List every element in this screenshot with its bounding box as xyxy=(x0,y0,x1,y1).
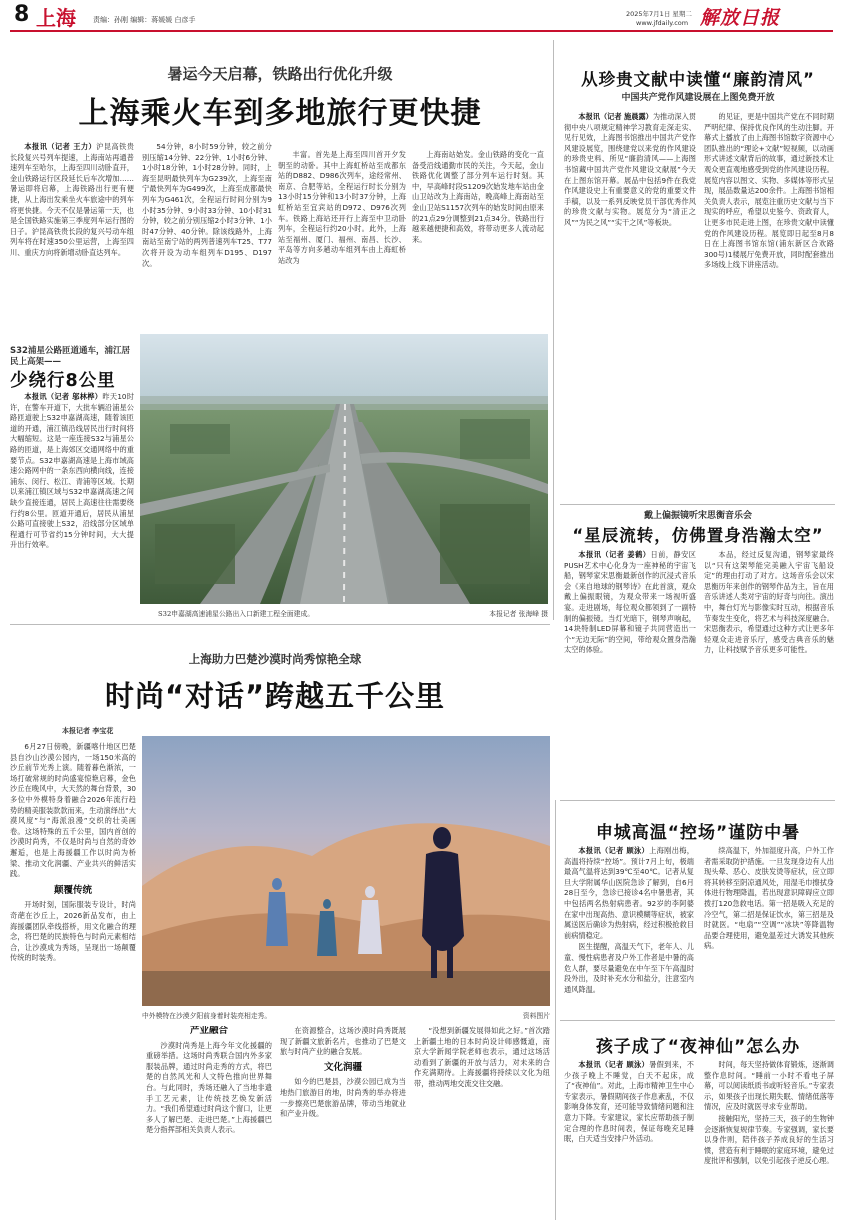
heritage-col-1: 本报讯（记者 施晨露）为推动深入贯彻中央八项规定精神学习教育走深走实、见行见效，上海图书馆推出中国共产党作风建设展览，围绕建党以来党的作风建设的珍贵史料、所见“廉韵清风——上海图书馆藏中国共产党作风建设文献展”今天在上图东馆开幕。展品中包括9件在我党作风建设史上有重要意义的党的重要文件手稿，以及一系列反映党员干部优秀作风的珍贵文献与实物。展览分为“清正之风”“为民之风”“实干之风”等板块。 xyxy=(564,112,696,227)
fashion-col-4: “没想到新疆发展得如此之好。”首次踏上新疆土地的日本时尚设计师感慨道，南京大学新闻学院老师也表示，通过这场活动看到了新疆的开放与活力，对未来的合作充满期待。上海援疆将持续以文化为纽带，推动两地交流交往交融。 xyxy=(414,1026,550,1088)
dai-kicker: 戴上偏振镜听宋思衡音乐会 xyxy=(643,511,752,521)
website-url: www.jfdaily.com xyxy=(636,19,689,27)
section-name: 上海 xyxy=(36,6,76,30)
highway-photo xyxy=(140,334,548,604)
photo2-credit: 资料图片 xyxy=(522,1012,550,1020)
fashion-photo xyxy=(142,736,550,1006)
lead-col-1: 本报讯（记者 王力）沪昆高铁贵长段复兴号列车提速，上海南站再通普速列车至哈尔，上海至四川动卧直开，金山铁路运行区段延长后车次增加……暑运即将启幕，上海铁路出行更有便捷，从上海出发乘坐火车旅途中的列车将更快捷。今天不仅是暑运第一天，也是全国铁路实施第三季度列车运行图的日子。沪昆高铁贵长段的复兴号动车组列车将在时速350公里运营，上海至四川、重庆方向将新增动卧直达列车。 xyxy=(10,142,134,257)
lead-kicker: 暑运今天启幕，铁路出行优化升级 xyxy=(167,65,393,83)
issue-date: 2025年7月1日 星期二 xyxy=(626,10,692,18)
fashion-col-3: 在资源整合，这场沙漠时尚秀既展现了新疆文旅新名片，也推动了巴楚文旅与时尚产业的融合发展。 文化润疆 如今的巴楚县，沙漠公园已成为当地热门旅游目的地，时尚秀的举办将进一步擦亮巴楚旅游品牌，带动当地就业和产业升级。 xyxy=(280,1026,406,1119)
newspaper-logo: 解放日报 xyxy=(700,7,781,29)
night-headline: 孩子成了“夜神仙”怎么办 xyxy=(595,1037,801,1057)
fashion-subhead-2: 产业融合 xyxy=(189,1026,228,1036)
photo1-credit: 本报记者 张海峰 摄 xyxy=(489,610,548,618)
heritage-subtitle: 中国共产党作风建设展在上图免费开放 xyxy=(621,93,775,103)
dai-col-2: 本品，经过反复沟通，钢琴家最终以“只有这架琴能完美融入宇宙飞船设定”的理由打动了对方。这场音乐会以宋思衡历年来创作的钢琴作品为主，旨在用音乐讲述人类对宇宙的好奇与向往。演出中，舞台灯光与影像实时互动，根据音乐节奏发生变化，将艺术与科技深度融合。宋思衡表示，希望通过这种方式让更多年轻观众走进音乐厅，感受古典音乐的魅力，让科技赋予音乐更多可能性。 xyxy=(704,550,834,655)
highway-illustration xyxy=(140,334,548,604)
fashion-col-2: 产业融合 沙漠时尚秀是上海今年文化援疆的重磅举措。这场时尚秀联合国内外多家服装品牌，通过时尚走秀的方式，将巴楚的自然风光和人文特色推向世界舞台。与此同时，秀场还融入了当地非遗手工艺元素，让传统技艺焕发新活力。“我们希望通过时尚这个窗口，让更多人了解巴楚、走进巴楚。”上海援疆巴楚分指挥部相关负责人表示。 xyxy=(146,1026,272,1135)
fashion-byline: 本报记者 李宝花 xyxy=(62,727,114,735)
dai-col-1: 本报讯（记者 姜鹤）日前，静安区PUSH艺术中心化身为一座神秘的宇宙飞船，钢琴家宋思衡最新创作的沉浸式音乐会《来自地球的钢琴诗》在此首演，观众戴上偏振眼镜，为观众带来一场视听盛宴。走进剧场，每位观众都领到了一副特制的偏振镜。当灯光暗下，钢琴声响起，14块特制LED屏幕和镜子共同营造出一个“无边无际”的空间，带给观众置身浩瀚太空的体验。 xyxy=(564,550,696,655)
s32-headline: 少绕行8公里 xyxy=(10,371,116,391)
page-number: 8 xyxy=(14,2,30,27)
heritage-col-2: 的见证，更是中国共产党在不同时期严明纪律、保持优良作风的生动注脚。开幕式上播放了由上海图书馆数字资源中心团队推出的“理论+文献”短视频，以动画形式讲述文献背后的故事，通过新技术让观众更直观地感受到党的作风建设历程。展览内容以图文、实物、多媒体等形式呈现，展品数量达200余件。上海图书馆相关负责人表示，展览注重历史文献与当下现实的呼应，希望以史鉴今、资政育人，让更多市民走进上图，在珍贵文献中读懂党的作风建设历程。展览即日起至8月8日在上海图书馆东馆(浦东新区合欢路300号)1楼展厅免费开放，同时配套推出多场线上线下讲座活动。 xyxy=(704,112,834,270)
heat-headline: 申城高温“控场”谨防中暑 xyxy=(595,823,801,843)
fashion-kicker: 上海助力巴楚沙漠时尚秀惊艳全球 xyxy=(188,652,362,666)
heat-col-1: 本报讯（记者 顾泳）上海刚出梅，高温将持续“控场”。预计7月上旬，极端最高气温将达到39℃至40℃。记者从复旦大学附属华山医院急诊了解到，自6月28日至今，急诊已接诊4名中暑患者，其中包括两名热射病患者。92岁的李阿婆在家中出现高热、意识模糊等症状，被家属送医后确诊为热射病，经过积极抢救目前病情稳定。 医生提醒，高温天气下，老年人、儿童、慢性病患者及户外工作者是中暑的高危人群，要尽量避免在中午至下午高温时段外出，及时补充水分和盐分，注意室内通风降温。 xyxy=(564,846,694,994)
editors-line: 责编：孙刚 编辑：蒋媛媛 白彦手 xyxy=(93,16,196,24)
night-col-2: 时间，每天坚持做体育锻炼，逐渐调整作息时间。“睡前一小时不看电子屏幕，可以阅读纸质书或听轻音乐。”专家表示，如果孩子出现长期失眠、情绪低落等情况，应及时就医寻求专业帮助。 接触阳光，坚持三天，孩子的生物钟会逐渐恢复规律节奏。专家强调，家长要以身作则，陪伴孩子养成良好的生活习惯，营造有利于睡眠的家庭环境，避免过度批评和强制，以免引起孩子逆反心理。 xyxy=(704,1060,834,1166)
fashion-subhead-3: 文化润疆 xyxy=(323,1061,362,1073)
masthead-rule xyxy=(10,30,833,32)
photo2-caption: 中外模特在沙漠夕阳前身着时装亮相走秀。 xyxy=(142,1012,272,1020)
fashion-col-1: 6月27日傍晚，新疆喀什地区巴楚县自沙山沙漠公园内，一场150米高的沙丘前节光秀上演。随着暮色渐浓，一场打破常规的时尚盛宴惊艳启幕，金色沙丘在晚风中，大天然的舞台背景，30多位中外模特身着融合2026年流行趋势的精美服装款款而来，生动演绎出“大漠风度”与“海派浪漫”交织的壮美画卷。这场特殊的五千公里，国内首创的沙漠时尚秀，不仅是时尚与自然的奇妙邂逅，也是上海援疆工作以时尚为桥梁、推动文化润疆、产业共兴的鲜活实践。 颠覆传统 开场时刻，国际服装专设计，时尚奇葩在沙丘上，2026新品发布，由上海援疆团队牵线搭桥，用文化融合的理念，将巴楚的民族特色与时尚元素相结合，让沙漠成为秀场，呈现出一场颠覆传统的时装秀。 xyxy=(10,742,136,963)
fashion-subhead-1: 颠覆传统 xyxy=(53,884,92,896)
s32-body: 本报讯（记者 邬林桦）昨天10时许，在警车开道下，大批车辆沿浦星公路匝道驶上S32申嘉湖高速，随着该匝道的开通，浦江镇沿线居民出行时间将大幅缩短。这是一座连接S32与浦星公路的匝道，是上海郊区交通网络中的重要节点。S32申嘉湖高速是上海市域高速公路网中的一条东西向横向线，连接浦东、闵行、松江、青浦等区域。长期以来浦江镇区域与S32申嘉湖高速之间缺少直接连通，居民上高速往往需要绕行约8公里。匝道开通后，居民从浦星公路可直接驶上S32，沿线部分区域单程通行可节省约15分钟时间，大大提升出行效率。 xyxy=(10,392,134,550)
lead-headline: 上海乘火车到多地旅行更快捷 xyxy=(78,96,482,131)
heat-col-3: 续高温下，外加湿度升高，户外工作者需采取防护措施。一旦发现身边有人出现头晕、恶心、皮肤发烫等症状，应立即将其转移至阴凉通风处，用湿毛巾擦拭身体进行物理降温，若出现意识障碍应立即拨打120急救电话。第一招是吸入充足的冷空气，第二招是保证饮水，第三招是及时就医。“电扇”“空调”“冰块”等降温物品要合理使用，避免温差过大诱发其他疾病。 xyxy=(704,846,834,951)
lead-col-3: 丰富。首先是上海至四川首开夕发朝至的动卧。其中上海虹桥站至成都东站的D882、D986次列车，途经常州、南京、合肥等站，全程运行时长分别为13小时15分钟和13小时37分钟，上海虹桥站至宜宾站的D972、D976次列车。铁路上海站还开行上海至中卫动卧列车，全程运行约20小时。此外，上海站至福州、厦门、福州、南昌、长沙、平岛等方向多趟动车组列车由上海虹桥站改为 xyxy=(278,150,406,265)
s32-byline: 本报讯（记者 邬林桦） xyxy=(24,392,103,401)
heat-byline: 本报讯（记者 顾泳） xyxy=(578,846,650,855)
lead-byline: 本报讯（记者 王力） xyxy=(24,142,97,151)
lead-col-2: 54分钟，8小时59分钟，较之前分别压缩14分钟、22分钟、1小时6分钟、1小时18分钟，1小时28分钟。同时，上海至昆明最快列车为G239次，上海至南宁最快列车为G499次，上海至成都最快列车为G461次，全程运行时间分别为9小时35分钟、9小时33分钟、10小时31分钟，较之前分别压缩2小时3分钟、1小时47分钟、40分钟。除该线路外，上海南站至南宁站的两列普速列车T25、T77次将开设为动车组列车D195、D197次。 xyxy=(142,142,272,268)
heritage-headline: 从珍贵文献中读懂“廉韵清风” xyxy=(581,70,815,89)
fashion-headline: 时尚“对话”跨越五千公里 xyxy=(104,679,446,713)
heritage-byline: 本报讯（记者 施晨露） xyxy=(578,112,653,121)
photo1-caption: S32申嘉湖高速浦星公路出入口新建工程全面建成。 xyxy=(158,610,315,618)
dai-headline: “星辰流转，仿佛置身浩瀚太空” xyxy=(572,526,824,545)
masthead xyxy=(0,0,841,30)
night-col-1: 本报讯（记者 顾泳）暑假到来，不少孩子晚上不睡觉，白天不起床，成了“夜神仙”。对此，上海市精神卫生中心专家表示，暑假期间孩子作息紊乱，不仅影响身体发育，还可能导致情绪问题和注意力下降。专家建议，家长应帮助孩子制定合理的作息时间表，保证每晚充足睡眠，白天适当安排户外活动。 xyxy=(564,1060,694,1144)
desert-show-illustration xyxy=(142,736,550,1006)
dai-byline: 本报讯（记者 姜鹤） xyxy=(578,550,651,559)
s32-kicker: S32浦星公路匝道通车，浦江居民上高架—— xyxy=(10,346,130,367)
night-byline: 本报讯（记者 顾泳） xyxy=(578,1060,650,1069)
lead-col-4: 上海南站始发。金山铁路的变化一直备受沿线通勤市民的关注，今天起，金山铁路优化调整了部分列车运行时刻。其中，早高峰时段S1209次始发地车站由金山卫站改为上海南站，晚高峰上海南站至金山卫站S1157次列车的始发时间由原来的21点29分调整到21点34分。铁路出行越来越便捷和高效，将带动更多人流动起来。 xyxy=(412,150,544,244)
